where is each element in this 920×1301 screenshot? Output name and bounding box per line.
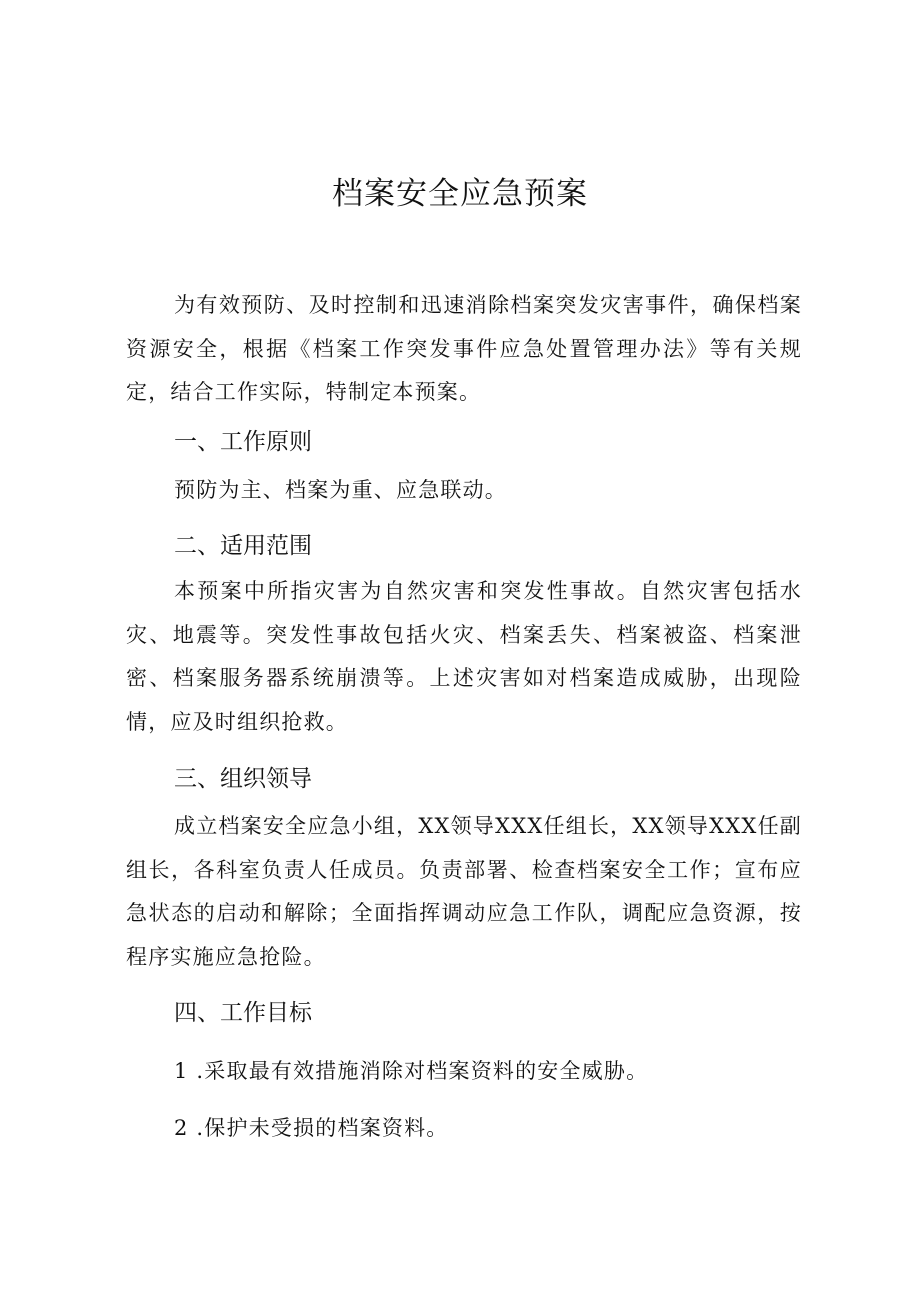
section-body-scope: 本预案中所指灾害为自然灾害和突发性事故。自然灾害包括水灾、地震等。突发性事故包括火灾、档案丢失、档案被盗、档案泄密、档案服务器系统崩溃等。上述灾害如对档案造成威胁，出现险情，应及时组织抢救。 bbox=[126, 579, 802, 734]
section-body-principles: 预防为主、档案为重、应急联动。 bbox=[174, 478, 507, 502]
section-heading-goals: 四、工作目标 bbox=[174, 1000, 312, 1026]
intro-paragraph: 为有效预防、及时控制和迅速消除档案突发灾害事件，确保档案资源安全，根据《档案工作突发事件应急处置管理办法》等有关规定，结合工作实际，特制定本预案。 bbox=[126, 293, 802, 404]
goal-item-2: 2 .保护未受损的档案资料。 bbox=[174, 1116, 449, 1140]
goal-item-1: 1 .采取最有效措施消除对档案资料的安全威胁。 bbox=[174, 1059, 649, 1083]
document-title: 档案安全应急预案 bbox=[332, 176, 588, 212]
section-heading-organization: 三、组织领导 bbox=[174, 766, 312, 792]
section-heading-principles: 一、工作原则 bbox=[174, 429, 312, 455]
section-body-organization: 成立档案安全应急小组，XX领导XXX任组长，XX领导XXX任副组长，各科室负责人任成员。负责部署、检查档案安全工作；宣布应急状态的启动和解除；全面指挥调动应急工作队，调配应急资源，按程序实施应急抢险。 bbox=[126, 814, 802, 969]
section-heading-scope: 二、适用范围 bbox=[174, 533, 312, 559]
